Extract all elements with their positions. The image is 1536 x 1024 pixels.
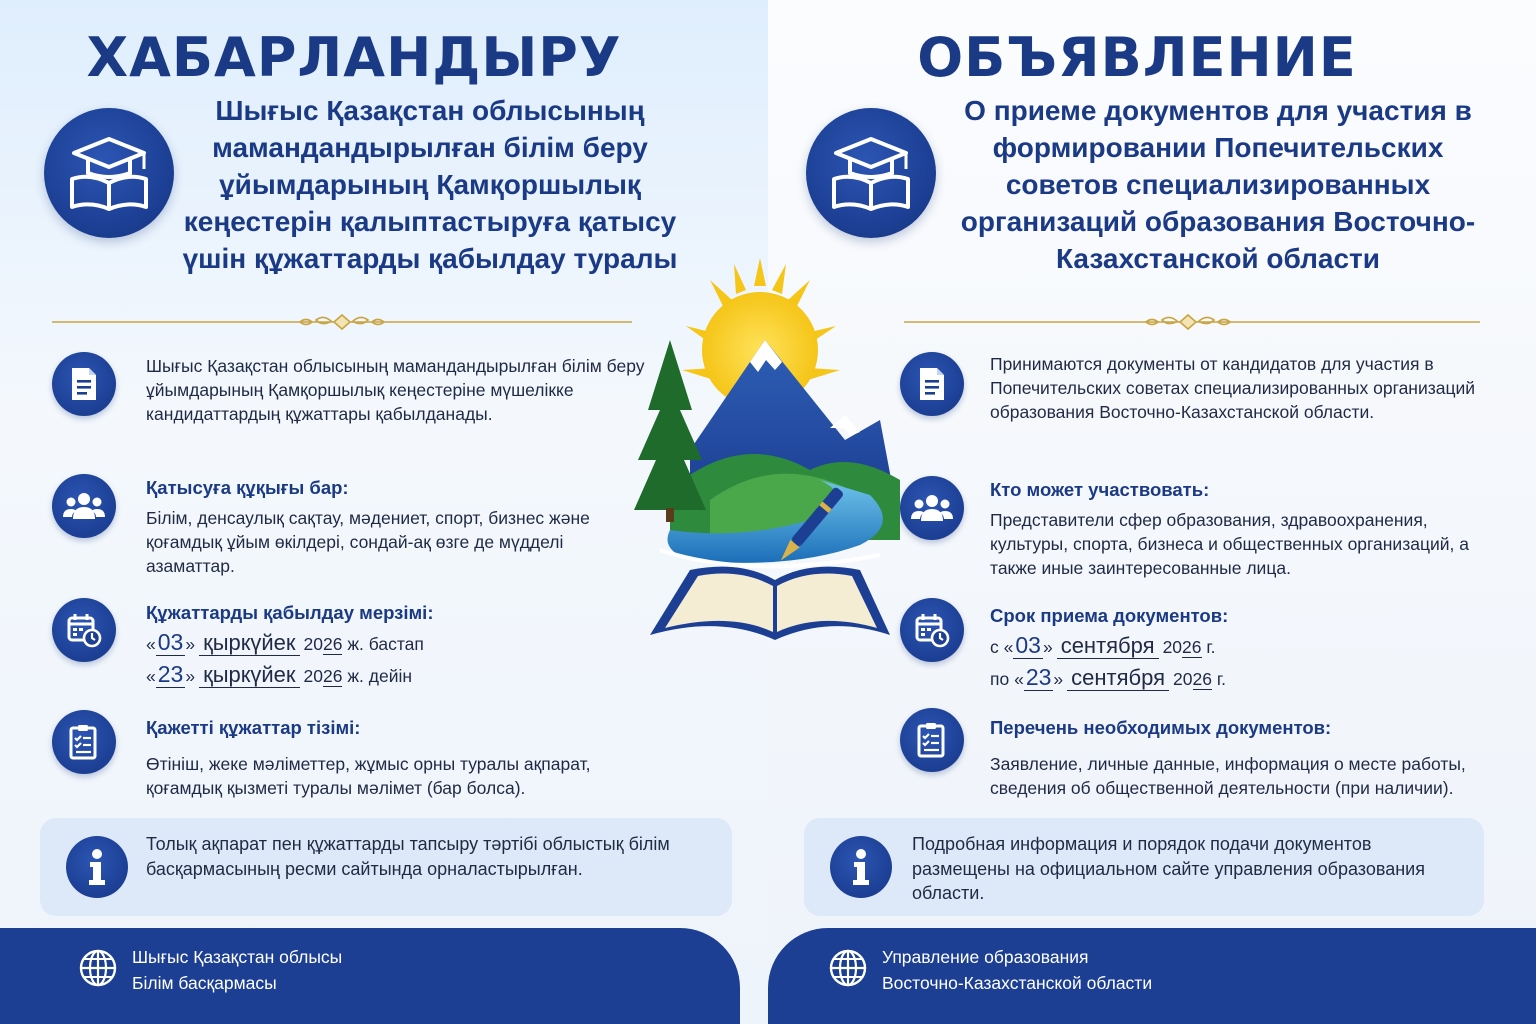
start-year-suffix: 26 bbox=[1182, 637, 1202, 657]
start-prefix: с bbox=[990, 637, 999, 657]
calendar-clock-icon bbox=[52, 598, 116, 662]
eligibility-text: Представители сфер образования, здравоохранения, культуры, спорта, бизнеса и общественных организаций, а также иные заинтересованные лица. bbox=[990, 510, 1469, 578]
deadline-title: Құжаттарды қабылдау мерзімі: bbox=[146, 602, 434, 623]
documents-title: Қажетті құжаттар тізімі: bbox=[146, 717, 361, 738]
start-date-line: «03 » қыркүйек 2026 ж. бастап bbox=[146, 629, 424, 655]
graduation-book-icon bbox=[806, 108, 936, 238]
start-tail: г. bbox=[1206, 637, 1216, 657]
end-year-prefix: 20 bbox=[1173, 669, 1193, 689]
info-box bbox=[40, 818, 732, 916]
start-day: 03 bbox=[1015, 632, 1041, 658]
ornament-divider bbox=[904, 312, 1480, 332]
start-month: қыркүйек bbox=[199, 630, 299, 656]
info-text: Толық ақпарат пен құжаттарды тапсыру тәртібі облыстық білім басқармасының ресми сайтында орналастырылған. bbox=[146, 834, 670, 879]
documents-text: Заявление, личные данные, информация о месте работы, сведения об общественной деятельности (при наличии). bbox=[990, 754, 1466, 798]
footer-text bbox=[132, 944, 342, 996]
info-icon bbox=[830, 836, 892, 898]
info-text: Подробная информация и порядок подачи документов размещены на официальном сайте управления образования области. bbox=[912, 834, 1425, 903]
checklist-icon bbox=[900, 708, 964, 772]
end-year-suffix: 26 bbox=[1192, 669, 1212, 689]
ornament-divider bbox=[52, 312, 632, 332]
checklist-icon bbox=[52, 710, 116, 774]
footer-line-1: Шығыс Қазақстан облысы bbox=[132, 947, 343, 967]
graduation-book-icon bbox=[44, 108, 174, 238]
end-month: қыркүйек bbox=[199, 662, 299, 688]
start-year-prefix: 20 bbox=[1162, 637, 1183, 657]
subtitle: О приеме документов для участия в формировании Попечительских советов специализированных организаций образования Восточно-Казахстанской области bbox=[960, 95, 1476, 274]
documents-block bbox=[146, 716, 646, 800]
mountain-sun-book-illustration bbox=[630, 250, 920, 650]
start-date-line: с «03 » сентября 2026 г. bbox=[990, 632, 1216, 658]
footer-line-1: Управление образования bbox=[882, 947, 1089, 967]
end-date-line: по «23 » сентября 2026 г. bbox=[990, 664, 1226, 690]
open-book bbox=[650, 567, 890, 640]
end-month: сентября bbox=[1067, 665, 1169, 691]
subtitle: Шығыс Қазақстан облысының мамандандырылған білім беру ұйымдарының Қамқоршылық кеңестерін қалыптастыруға қатысу үшін құжаттарды қабылдау туралы bbox=[182, 95, 678, 274]
footer-text bbox=[882, 944, 1152, 996]
end-date-line: «23 » қыркүйек 2026 ж. дейін bbox=[146, 661, 413, 687]
deadline-block bbox=[990, 604, 1500, 694]
start-tail: ж. бастап bbox=[347, 634, 424, 654]
end-day: 23 bbox=[157, 661, 184, 687]
start-year-suffix: 26 bbox=[322, 634, 343, 654]
footer bbox=[768, 928, 1536, 1024]
eligibility-title: Қатысуға құқығы бар: bbox=[146, 477, 349, 498]
documents-text: Өтініш, жеке мәліметтер, жұмыс орны туралы ақпарат, қоғамдық қызметі туралы мәлімет (бар болса). bbox=[146, 754, 591, 798]
end-tail: ж. дейін bbox=[347, 666, 413, 686]
deadline-block bbox=[146, 601, 646, 691]
eligibility-block bbox=[990, 478, 1500, 580]
footer-line-2: Восточно-Казахстанской области bbox=[882, 973, 1153, 993]
intro-text: Принимаются документы от кандидатов для участия в Попечительских советах специализированных организаций образования Восточно-Казахстанской области. bbox=[990, 354, 1476, 422]
start-day: 03 bbox=[157, 629, 184, 655]
page-title: ОБЪЯВЛЕНИЕ bbox=[917, 26, 1357, 89]
info-box bbox=[804, 818, 1484, 916]
eligibility-text: Білім, денсаулық сақтау, мәдениет, спорт, бизнес және қоғамдық ұйым өкілдері, сондай-ақ өзге де мүдделі азаматтар. bbox=[146, 508, 590, 576]
document-icon bbox=[52, 352, 116, 416]
end-tail: г. bbox=[1216, 669, 1226, 689]
end-year-prefix: 20 bbox=[303, 666, 323, 686]
start-month: сентября bbox=[1057, 633, 1159, 659]
end-prefix: по bbox=[990, 669, 1010, 689]
documents-title: Перечень необходимых документов: bbox=[990, 717, 1332, 738]
eligibility-title: Кто может участвовать: bbox=[990, 479, 1210, 500]
people-icon bbox=[52, 474, 116, 538]
info-icon bbox=[66, 836, 128, 898]
start-year-prefix: 20 bbox=[303, 634, 323, 654]
eligibility-block bbox=[146, 476, 646, 578]
deadline-title: Срок приема документов: bbox=[990, 605, 1229, 626]
end-year-suffix: 26 bbox=[322, 666, 343, 686]
footer-line-2: Білім басқармасы bbox=[132, 973, 277, 993]
intro-text: Шығыс Қазақстан облысының мамандандырылған білім беру ұйымдарының Қамқоршылық кеңестеріне мүшелікке кандидаттардың құжаттары қабылданады. bbox=[146, 356, 645, 424]
documents-block bbox=[990, 716, 1500, 800]
page-title: ХАБАРЛАНДЫРУ bbox=[86, 26, 622, 89]
globe-icon bbox=[78, 948, 118, 988]
footer bbox=[0, 928, 740, 1024]
end-day: 23 bbox=[1025, 664, 1052, 690]
pine-trees bbox=[634, 340, 706, 522]
globe-icon bbox=[828, 948, 868, 988]
